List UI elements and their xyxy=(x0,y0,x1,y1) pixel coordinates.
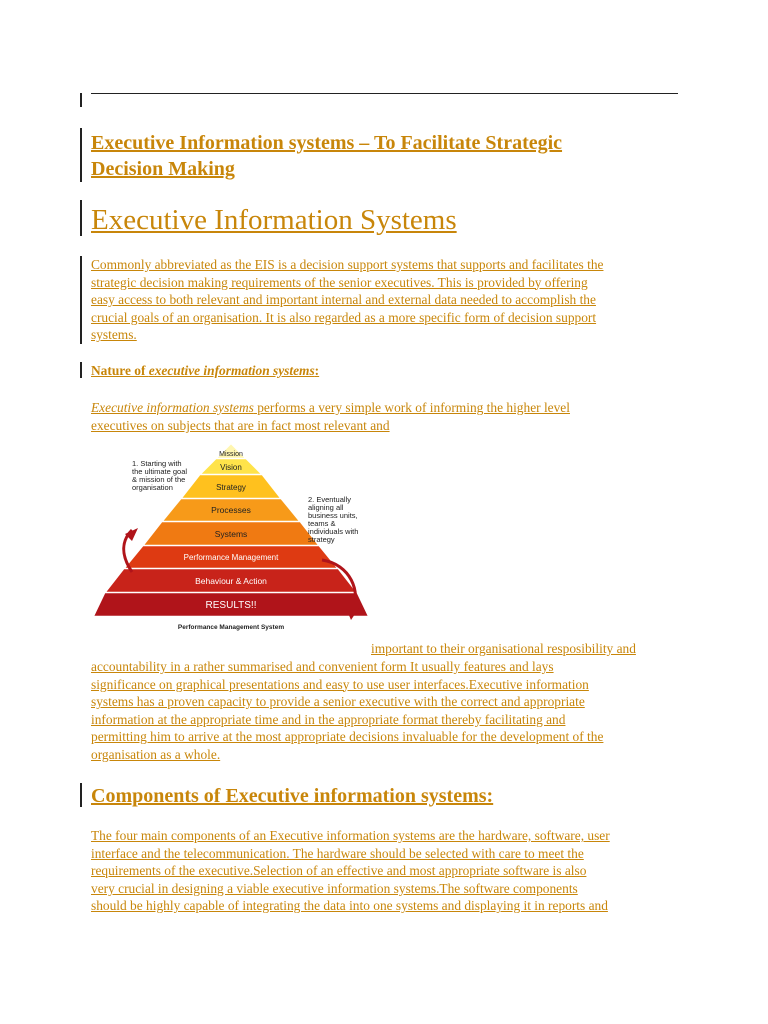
text-line: organisation as a whole. xyxy=(91,746,221,762)
annotation-line: 1. Starting with xyxy=(132,459,182,468)
annotation-line: 2. Eventually xyxy=(308,495,351,504)
annotation-line: teams & xyxy=(308,519,336,528)
pyramid-label: Vision xyxy=(220,463,242,472)
pyramid-label: Performance Management xyxy=(183,553,279,562)
annotation-line: & mission of the xyxy=(132,475,186,484)
nature-prefix: Nature of xyxy=(91,363,149,378)
page-title-link[interactable] xyxy=(91,130,651,182)
pyramid-label: Behaviour & Action xyxy=(195,576,267,586)
pyramid-label: Processes xyxy=(211,505,251,515)
text-line: very crucial in designing a viable executive information systems.The software components xyxy=(91,880,578,896)
annotation-line: organisation xyxy=(132,483,173,492)
text-line: easy access to both relevant and important internal and external data needed to accomplish the xyxy=(91,292,596,308)
annotation-line: business units, xyxy=(308,511,358,520)
intro-paragraph[interactable] xyxy=(91,256,681,344)
nature-suffix: : xyxy=(314,363,320,378)
figure-caption: Performance Management System xyxy=(177,624,285,631)
left-margin-bar xyxy=(80,362,82,378)
italic-term: Executive information systems xyxy=(91,400,254,415)
left-margin-bar xyxy=(80,93,82,107)
nature-paragraph[interactable] xyxy=(91,399,681,434)
text-line: significance on graphical presentations and easy to use user interfaces.Executive information xyxy=(91,676,589,692)
title-line: Executive Information systems – To Facilitate Strategic xyxy=(91,132,563,154)
description-paragraph[interactable] xyxy=(91,658,681,764)
text-line: should be highly capable of integrating the data into one systems and displaying it in reports and xyxy=(91,898,608,914)
annotation-line: strategy xyxy=(308,535,335,544)
nature-italic: executive information systems xyxy=(148,363,315,378)
text-line: interface and the telecommunication. The hardware should be selected with care to meet the xyxy=(91,845,584,861)
text-line: executives on subjects that are in fact most relevant and xyxy=(91,417,390,433)
text-line: Commonly abbreviated as the EIS is a decision support systems that supports and facilitates the xyxy=(91,257,604,272)
components-heading[interactable]: Components of Executive information systems: xyxy=(91,785,494,807)
text-line: The four main components of an Executive information systems are the hardware, software, user xyxy=(91,828,610,843)
text-line: performs a very simple work of informing the higher level xyxy=(253,400,570,415)
left-margin-bar xyxy=(80,783,82,807)
text-line: crucial goals of an organisation. It is also regarded as a more specific form of decision support xyxy=(91,309,597,325)
title-line: Decision Making xyxy=(91,158,235,180)
horizontal-rule xyxy=(91,93,678,94)
text-line: information at the appropriate time and in the appropriate format thereby facilitating and xyxy=(91,711,566,727)
annotation-line: the ultimate goal xyxy=(132,467,188,476)
left-margin-bar xyxy=(80,256,82,344)
pyramid-label: Strategy xyxy=(216,483,246,492)
annotation-line: individuals with xyxy=(308,527,359,536)
text-line: permitting him to arrive at the most appropriate decisions invaluable for the development of the xyxy=(91,729,604,745)
text-line: requirements of the executive.Selection of an effective and most appropriate software is also xyxy=(91,863,587,879)
components-paragraph[interactable] xyxy=(91,827,683,915)
pyramid-label: RESULTS!! xyxy=(205,600,257,611)
annotation-line: aligning all xyxy=(308,503,344,512)
left-margin-bar xyxy=(80,200,82,236)
paragraph-continuation[interactable]: important to their organisational resposibility and xyxy=(371,641,636,656)
text-line: accountability in a rather summarised and convenient form It usually features and lays xyxy=(91,659,554,674)
text-line: systems has a proven capacity to provide a senior executive with the correct and appropriate xyxy=(91,694,585,710)
left-margin-bar xyxy=(80,128,82,182)
performance-management-pyramid-image xyxy=(92,442,370,652)
pyramid-label: Mission xyxy=(219,451,243,458)
text-line: strategic decision making requirements of the senior executives. This is provided by offering xyxy=(91,274,588,290)
nature-heading[interactable] xyxy=(91,362,319,380)
pyramid-label: Systems xyxy=(214,529,248,539)
text-line: systems. xyxy=(91,327,137,343)
eis-heading[interactable]: Executive Information Systems xyxy=(91,204,457,236)
